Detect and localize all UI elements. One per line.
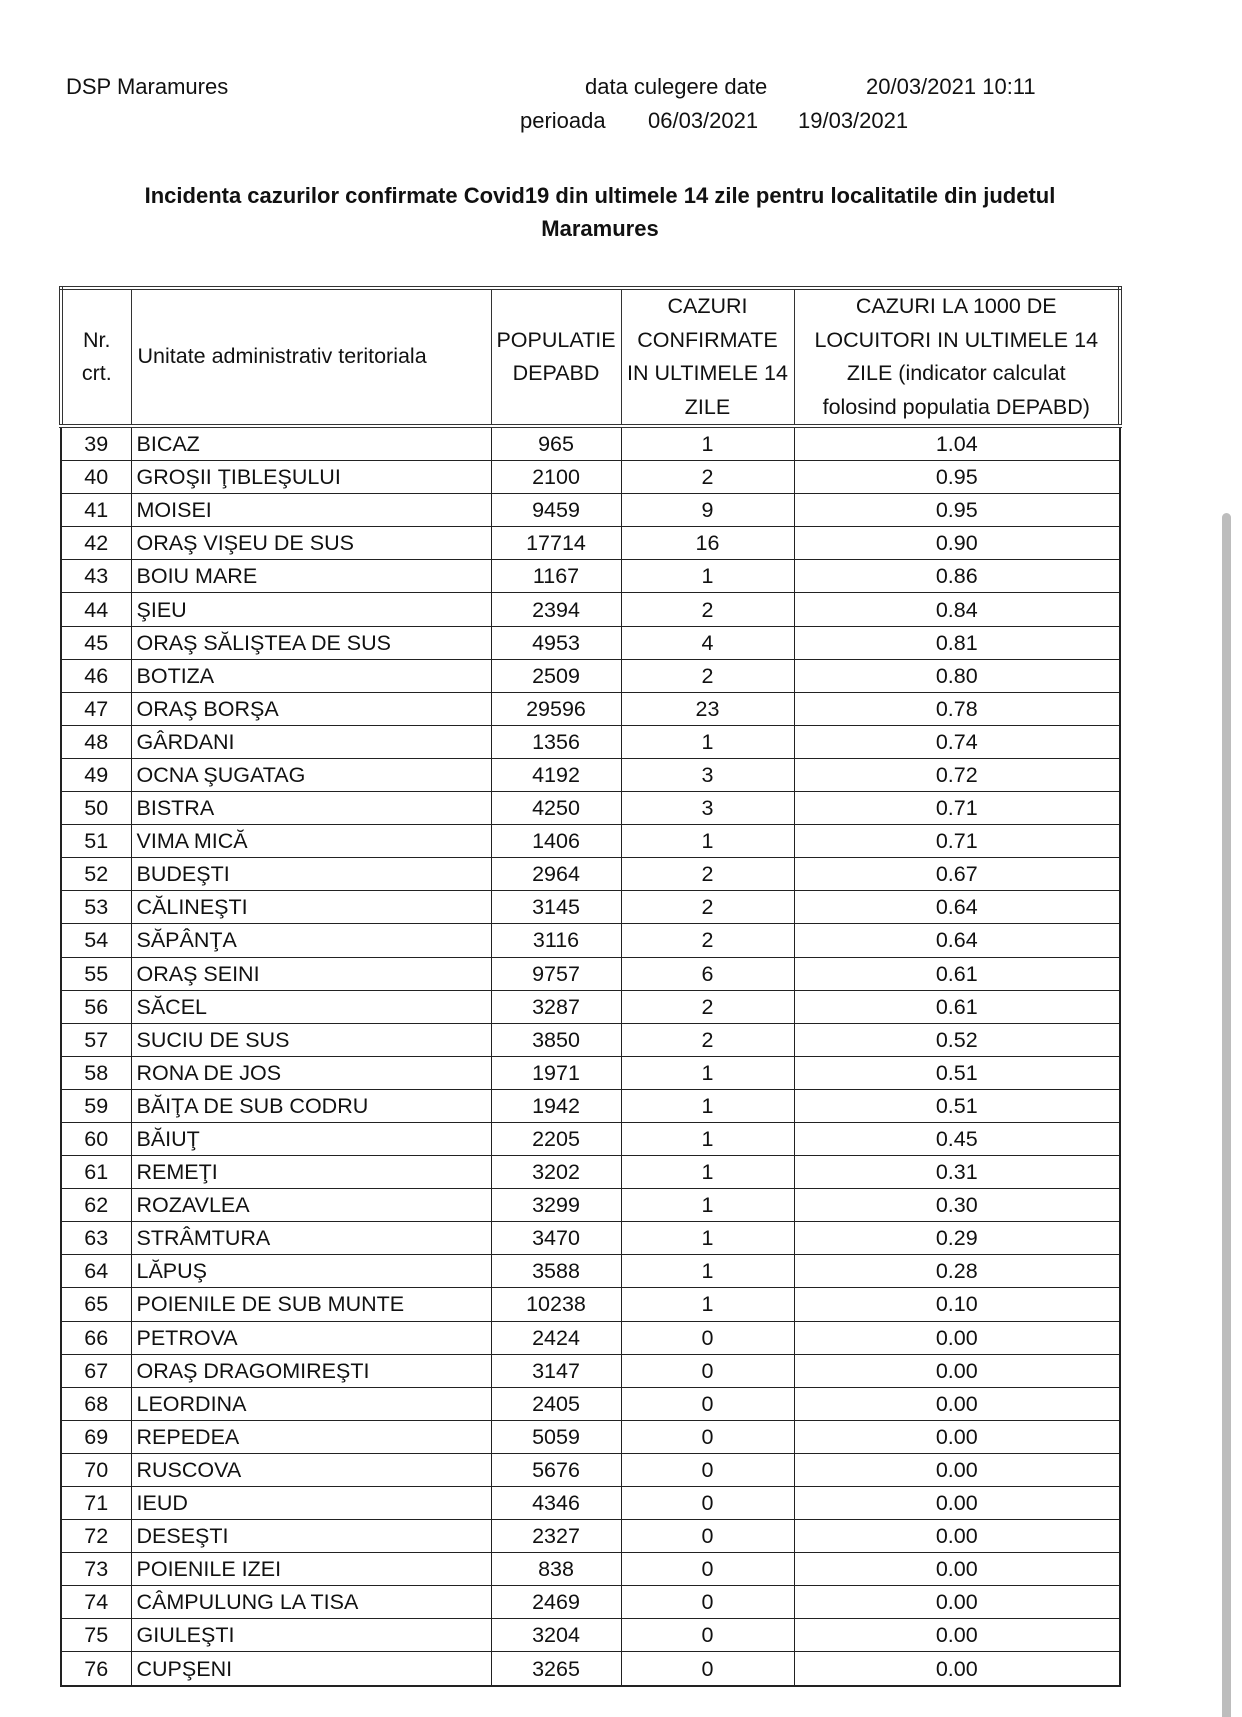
row-number: 44 <box>61 593 131 626</box>
table-body <box>61 426 1120 1686</box>
confirmed-cases: 1 <box>621 1089 794 1122</box>
incidence-rate: 0.10 <box>794 1288 1120 1321</box>
population: 4953 <box>491 626 621 659</box>
incidence-rate: 0.29 <box>794 1222 1120 1255</box>
population: 5676 <box>491 1453 621 1486</box>
confirmed-cases: 16 <box>621 527 794 560</box>
row-number: 74 <box>61 1586 131 1619</box>
column-header-line: LOCUITORI IN ULTIMELE 14 <box>814 327 1099 352</box>
unit-name: BOIU MARE <box>131 560 491 593</box>
row-number: 54 <box>61 924 131 957</box>
column-header-line: IN ULTIMELE 14 <box>627 361 788 385</box>
table-row <box>61 494 1120 527</box>
document-title-county: Maramures <box>541 216 659 241</box>
unit-name: SĂCEL <box>131 990 491 1023</box>
population: 9757 <box>491 957 621 990</box>
table-row <box>61 659 1120 692</box>
table-row <box>61 1387 1120 1420</box>
unit-name: SĂPÂNŢA <box>131 924 491 957</box>
confirmed-cases: 0 <box>621 1354 794 1387</box>
population: 2205 <box>491 1122 621 1155</box>
confirmed-cases: 0 <box>621 1453 794 1486</box>
table-row <box>61 990 1120 1023</box>
confirmed-cases: 2 <box>621 858 794 891</box>
confirmed-cases: 4 <box>621 626 794 659</box>
table-row <box>61 1255 1120 1288</box>
incidence-rate: 0.95 <box>794 494 1120 527</box>
unit-name: CÂMPULUNG LA TISA <box>131 1586 491 1619</box>
population: 3116 <box>491 924 621 957</box>
row-number: 52 <box>61 858 131 891</box>
row-number: 62 <box>61 1189 131 1222</box>
row-number: 60 <box>61 1122 131 1155</box>
table-row <box>61 1520 1120 1553</box>
unit-name: ŞIEU <box>131 593 491 626</box>
table-row <box>61 1122 1120 1155</box>
column-header-line: ZILE <box>684 394 731 419</box>
row-number: 71 <box>61 1487 131 1520</box>
row-number: 40 <box>61 461 131 494</box>
column-header-line: ZILE (indicator calculat <box>846 361 1066 385</box>
population: 10238 <box>491 1288 621 1321</box>
confirmed-cases: 1 <box>621 1189 794 1222</box>
unit-name: BĂIUŢ <box>131 1122 491 1155</box>
incidence-rate: 0.00 <box>794 1652 1120 1686</box>
row-number: 58 <box>61 1056 131 1089</box>
table-row <box>61 825 1120 858</box>
confirmed-cases: 9 <box>621 494 794 527</box>
incidence-rate: 0.64 <box>794 924 1120 957</box>
confirmed-cases: 3 <box>621 792 794 825</box>
unit-name: LĂPUŞ <box>131 1255 491 1288</box>
table-row <box>61 924 1120 957</box>
confirmed-cases: 0 <box>621 1553 794 1586</box>
population: 4192 <box>491 758 621 791</box>
population: 4346 <box>491 1487 621 1520</box>
incidence-rate: 0.84 <box>794 593 1120 626</box>
incidence-rate: 0.71 <box>794 825 1120 858</box>
table-row <box>61 1222 1120 1255</box>
table-row <box>61 1652 1120 1686</box>
row-number: 69 <box>61 1420 131 1453</box>
column-header-line: CONFIRMATE <box>637 327 778 352</box>
unit-name: CĂLINEŞTI <box>131 891 491 924</box>
population: 9459 <box>491 494 621 527</box>
table-row <box>61 527 1120 560</box>
vertical-scrollbar[interactable] <box>1222 513 1231 1717</box>
population: 2327 <box>491 1520 621 1553</box>
unit-name: BOTIZA <box>131 659 491 692</box>
unit-name: ORAŞ SEINI <box>131 957 491 990</box>
population: 2469 <box>491 1586 621 1619</box>
confirmed-cases: 1 <box>621 825 794 858</box>
confirmed-cases: 2 <box>621 891 794 924</box>
confirmed-cases: 1 <box>621 1288 794 1321</box>
unit-name: REMEŢI <box>131 1156 491 1189</box>
unit-name: ORAŞ DRAGOMIREŞTI <box>131 1354 491 1387</box>
table-row <box>61 1189 1120 1222</box>
confirmed-cases: 1 <box>621 725 794 758</box>
row-number: 68 <box>61 1387 131 1420</box>
row-number: 67 <box>61 1354 131 1387</box>
incidence-rate: 0.64 <box>794 891 1120 924</box>
column-header-line: CAZURI <box>667 294 748 318</box>
incidence-rate: 0.90 <box>794 527 1120 560</box>
population: 965 <box>491 426 621 461</box>
incidence-rate: 0.61 <box>794 957 1120 990</box>
table-row <box>61 858 1120 891</box>
confirmed-cases: 0 <box>621 1321 794 1354</box>
unit-name: BICAZ <box>131 426 491 461</box>
column-header-nr <box>61 288 131 426</box>
confirmed-cases: 2 <box>621 659 794 692</box>
incidence-rate: 0.45 <box>794 1122 1120 1155</box>
unit-name: GIULEŞTI <box>131 1619 491 1652</box>
unit-name: BUDEŞTI <box>131 858 491 891</box>
table-header-row <box>61 288 1120 426</box>
table-row <box>61 1056 1120 1089</box>
incidence-rate: 0.72 <box>794 758 1120 791</box>
table-row <box>61 1156 1120 1189</box>
column-header-confirmed-cases <box>621 288 794 426</box>
confirmed-cases: 1 <box>621 1056 794 1089</box>
population: 29596 <box>491 692 621 725</box>
population: 1406 <box>491 825 621 858</box>
confirmed-cases: 0 <box>621 1652 794 1686</box>
column-header-line: Nr. <box>83 327 111 352</box>
incidence-rate: 0.00 <box>794 1586 1120 1619</box>
incidence-rate: 0.00 <box>794 1487 1120 1520</box>
document-title: Incidenta cazurilor confirmate Covid19 din ultimele 14 zile pentru localitatile din judetul <box>144 183 1056 208</box>
confirmed-cases: 2 <box>621 593 794 626</box>
confirmed-cases: 1 <box>621 1122 794 1155</box>
row-number: 66 <box>61 1321 131 1354</box>
unit-name: POIENILE IZEI <box>131 1553 491 1586</box>
table-row <box>61 758 1120 791</box>
incidence-rate: 0.00 <box>794 1420 1120 1453</box>
table-row <box>61 692 1120 725</box>
unit-name: VIMA MICĂ <box>131 825 491 858</box>
population: 3145 <box>491 891 621 924</box>
row-number: 55 <box>61 957 131 990</box>
incidence-rate: 1.04 <box>794 426 1120 461</box>
confirmed-cases: 1 <box>621 1255 794 1288</box>
column-header-line: Unitate administrativ teritoriala <box>137 344 427 369</box>
column-header-incidence-rate <box>794 288 1120 426</box>
incidence-rate: 0.52 <box>794 1023 1120 1056</box>
table-row <box>61 792 1120 825</box>
unit-name: STRÂMTURA <box>131 1222 491 1255</box>
collection-date-label: data culegere date <box>585 74 768 99</box>
incidence-rate: 0.31 <box>794 1156 1120 1189</box>
row-number: 76 <box>61 1652 131 1686</box>
row-number: 42 <box>61 527 131 560</box>
column-header-line: folosind populatia DEPABD) <box>822 394 1090 419</box>
population: 2394 <box>491 593 621 626</box>
unit-name: ORAŞ SĂLIŞTEA DE SUS <box>131 626 491 659</box>
population: 5059 <box>491 1420 621 1453</box>
period-end-date: 19/03/2021 <box>798 108 909 133</box>
row-number: 43 <box>61 560 131 593</box>
table-row <box>61 426 1120 461</box>
incidence-rate: 0.81 <box>794 626 1120 659</box>
incidence-rate: 0.30 <box>794 1189 1120 1222</box>
row-number: 41 <box>61 494 131 527</box>
population: 838 <box>491 1553 621 1586</box>
incidence-rate: 0.00 <box>794 1453 1120 1486</box>
confirmed-cases: 3 <box>621 758 794 791</box>
incidence-rate: 0.00 <box>794 1520 1120 1553</box>
row-number: 57 <box>61 1023 131 1056</box>
population: 3147 <box>491 1354 621 1387</box>
period-label: perioada <box>520 108 606 133</box>
row-number: 49 <box>61 758 131 791</box>
table-row <box>61 461 1120 494</box>
unit-name: PETROVA <box>131 1321 491 1354</box>
row-number: 65 <box>61 1288 131 1321</box>
incidence-table <box>59 286 1122 1687</box>
confirmed-cases: 0 <box>621 1586 794 1619</box>
incidence-rate: 0.61 <box>794 990 1120 1023</box>
confirmed-cases: 6 <box>621 957 794 990</box>
table-row <box>61 1586 1120 1619</box>
table-row <box>61 1453 1120 1486</box>
incidence-rate: 0.00 <box>794 1619 1120 1652</box>
incidence-rate: 0.67 <box>794 858 1120 891</box>
population: 3299 <box>491 1189 621 1222</box>
unit-name: DESEŞTI <box>131 1520 491 1553</box>
table-row <box>61 957 1120 990</box>
population: 1167 <box>491 560 621 593</box>
unit-name: MOISEI <box>131 494 491 527</box>
incidence-rate: 0.86 <box>794 560 1120 593</box>
table-row <box>61 891 1120 924</box>
population: 1942 <box>491 1089 621 1122</box>
population: 2964 <box>491 858 621 891</box>
confirmed-cases: 1 <box>621 1156 794 1189</box>
column-header-line: crt. <box>81 361 112 385</box>
row-number: 64 <box>61 1255 131 1288</box>
row-number: 45 <box>61 626 131 659</box>
table-row <box>61 1420 1120 1453</box>
unit-name: LEORDINA <box>131 1387 491 1420</box>
unit-name: REPEDEA <box>131 1420 491 1453</box>
table-row <box>61 1023 1120 1056</box>
row-number: 48 <box>61 725 131 758</box>
table-row <box>61 1487 1120 1520</box>
row-number: 70 <box>61 1453 131 1486</box>
incidence-rate: 0.00 <box>794 1553 1120 1586</box>
table-row <box>61 1321 1120 1354</box>
row-number: 72 <box>61 1520 131 1553</box>
table-row <box>61 593 1120 626</box>
row-number: 73 <box>61 1553 131 1586</box>
confirmed-cases: 0 <box>621 1487 794 1520</box>
column-header-line: CAZURI LA 1000 DE <box>855 294 1057 318</box>
row-number: 61 <box>61 1156 131 1189</box>
unit-name: ROZAVLEA <box>131 1189 491 1222</box>
population: 3588 <box>491 1255 621 1288</box>
period-start-date: 06/03/2021 <box>648 108 759 133</box>
incidence-rate: 0.51 <box>794 1056 1120 1089</box>
row-number: 39 <box>61 426 131 461</box>
incidence-rate: 0.28 <box>794 1255 1120 1288</box>
incidence-rate: 0.78 <box>794 692 1120 725</box>
population: 3287 <box>491 990 621 1023</box>
collection-date-value: 20/03/2021 10:11 <box>866 74 1036 99</box>
row-number: 51 <box>61 825 131 858</box>
population: 4250 <box>491 792 621 825</box>
table-row <box>61 1089 1120 1122</box>
confirmed-cases: 23 <box>621 692 794 725</box>
row-number: 47 <box>61 692 131 725</box>
incidence-rate: 0.00 <box>794 1387 1120 1420</box>
row-number: 53 <box>61 891 131 924</box>
unit-name: IEUD <box>131 1487 491 1520</box>
population: 3850 <box>491 1023 621 1056</box>
confirmed-cases: 1 <box>621 426 794 461</box>
confirmed-cases: 2 <box>621 1023 794 1056</box>
population: 3202 <box>491 1156 621 1189</box>
confirmed-cases: 0 <box>621 1520 794 1553</box>
table-row <box>61 1553 1120 1586</box>
population: 3204 <box>491 1619 621 1652</box>
row-number: 50 <box>61 792 131 825</box>
population: 17714 <box>491 527 621 560</box>
incidence-rate: 0.95 <box>794 461 1120 494</box>
confirmed-cases: 2 <box>621 461 794 494</box>
unit-name: SUCIU DE SUS <box>131 1023 491 1056</box>
row-number: 75 <box>61 1619 131 1652</box>
row-number: 59 <box>61 1089 131 1122</box>
table-row <box>61 626 1120 659</box>
column-header-population <box>491 288 621 426</box>
population: 2424 <box>491 1321 621 1354</box>
incidence-rate: 0.80 <box>794 659 1120 692</box>
confirmed-cases: 1 <box>621 560 794 593</box>
confirmed-cases: 2 <box>621 990 794 1023</box>
population: 2405 <box>491 1387 621 1420</box>
population: 1971 <box>491 1056 621 1089</box>
column-header-unit <box>131 288 491 426</box>
confirmed-cases: 2 <box>621 924 794 957</box>
organization-name: DSP Maramures <box>66 74 229 99</box>
unit-name: GROŞII ŢIBLEŞULUI <box>131 461 491 494</box>
unit-name: BĂIŢA DE SUB CODRU <box>131 1089 491 1122</box>
incidence-rate: 0.51 <box>794 1089 1120 1122</box>
column-header-line: POPULATIE <box>496 327 616 352</box>
unit-name: POIENILE DE SUB MUNTE <box>131 1288 491 1321</box>
row-number: 46 <box>61 659 131 692</box>
row-number: 63 <box>61 1222 131 1255</box>
population: 3470 <box>491 1222 621 1255</box>
confirmed-cases: 1 <box>621 1222 794 1255</box>
column-header-line: DEPABD <box>512 361 600 385</box>
population: 2100 <box>491 461 621 494</box>
incidence-rate: 0.74 <box>794 725 1120 758</box>
table-row <box>61 1354 1120 1387</box>
unit-name: OCNA ŞUGATAG <box>131 758 491 791</box>
unit-name: ORAŞ VIŞEU DE SUS <box>131 527 491 560</box>
unit-name: GÂRDANI <box>131 725 491 758</box>
unit-name: RONA DE JOS <box>131 1056 491 1089</box>
confirmed-cases: 0 <box>621 1420 794 1453</box>
unit-name: CUPŞENI <box>131 1652 491 1686</box>
table-row <box>61 1288 1120 1321</box>
population: 1356 <box>491 725 621 758</box>
unit-name: BISTRA <box>131 792 491 825</box>
table-row <box>61 560 1120 593</box>
unit-name: ORAŞ BORŞA <box>131 692 491 725</box>
population: 2509 <box>491 659 621 692</box>
incidence-rate: 0.00 <box>794 1321 1120 1354</box>
table-row <box>61 1619 1120 1652</box>
population: 3265 <box>491 1652 621 1686</box>
unit-name: RUSCOVA <box>131 1453 491 1486</box>
row-number: 56 <box>61 990 131 1023</box>
confirmed-cases: 0 <box>621 1619 794 1652</box>
confirmed-cases: 0 <box>621 1387 794 1420</box>
table-row <box>61 725 1120 758</box>
incidence-rate: 0.71 <box>794 792 1120 825</box>
incidence-rate: 0.00 <box>794 1354 1120 1387</box>
